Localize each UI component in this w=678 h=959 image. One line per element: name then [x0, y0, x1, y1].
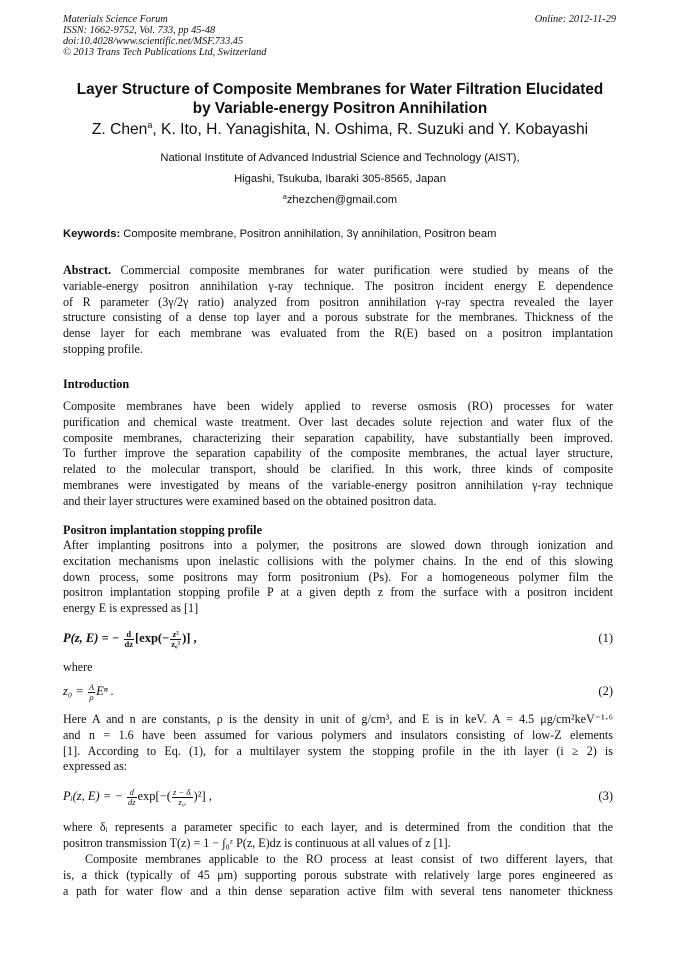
title-line-2: by Variable-energy Positron Annihilation — [192, 100, 488, 117]
where-label: where — [63, 660, 93, 674]
affiliation-line-1: National Institute of Advanced Industrial Science and Technology (AIST), — [160, 152, 520, 164]
profile-line: excitation mechanisms upon inelastic collisions with the polymer chains. In the end of this slowing — [63, 553, 613, 568]
first-author: Z. Chen — [91, 121, 148, 138]
eq3-derivative: $\frac{d}{dz}$ — [127, 786, 136, 807]
constants-line: expressed as: — [63, 759, 128, 774]
delta-paragraph — [63, 820, 613, 852]
equation-3: Pᵢ(z, E) = − $\frac{d}{dz}$ exp[−( $\frac{\text{z − δᵢ}}{\text{z₀ᵢ}}$ )²] , (3) — [63, 786, 613, 807]
affiliation-line-2: Higashi, Tsukuba, Ibaraki 305-8565, Japan — [234, 173, 446, 185]
composite-line: a path for water flow and a thin dense separation active film with several tens nanometer thickness — [63, 883, 613, 898]
author-list — [40, 121, 640, 139]
doi-line: doi:10.4028/www.scientific.net/MSF.733.45 — [63, 36, 244, 47]
intro-line: Composite membranes have been widely applied to reverse osmosis (RO) processes for water — [63, 399, 613, 413]
intro-line: membranes were investigated by means of the variable-energy positron annihilation γ-ray technique — [63, 477, 613, 492]
introduction-paragraph — [63, 399, 613, 510]
journal-name: Materials Science Forum — [63, 14, 168, 25]
equation-number-1: (1) — [598, 631, 613, 645]
eq1-lhs: P(z, E) = − — [63, 631, 120, 645]
online-date: Online: 2012-11-29 — [534, 14, 616, 25]
intro-line: related to the molecular transport, should be clarified. In this work, three kinds of composite — [63, 462, 613, 477]
constants-line: Here A and n are constants, ρ is the density in unit of g/cm³, and E is in keV. A = 4.5 μg/cm²keV⁻¹·⁶ — [63, 712, 613, 726]
abstract-line: Abstract. Commercial composite membranes for water purification were studied by means of the — [63, 263, 613, 277]
constants-line: and n = 1.6 have been assumed for various polymers and insulators consisting of low-Z elements — [63, 727, 613, 742]
keywords-text: Composite membrane, Positron annihilation, 3γ annihilation, Positron beam — [120, 228, 497, 240]
journal-header — [63, 14, 266, 58]
equation-2: z₀ = $\frac{A}{\rho}$ Eⁿ . (2) — [63, 681, 613, 702]
author-affil-marker: a — [147, 120, 153, 130]
composite-line: Composite membranes applicable to the RO process at least consist of two different layers, that — [85, 852, 613, 866]
composite-paragraph — [63, 852, 613, 899]
other-authors: , K. Ito, H. Yanagishita, N. Oshima, R. Suzuki and Y. Kobayashi — [152, 121, 589, 138]
abstract — [63, 263, 613, 358]
eq2-fraction: $\frac{A}{\rho}$ — [88, 681, 95, 702]
profile-line: After implanting positrons into a polymer, the positrons are slowed down through ionization and — [63, 538, 613, 552]
equation-number-3: (3) — [598, 789, 613, 803]
stopping-profile-paragraph — [63, 538, 613, 617]
email-marker: a — [282, 194, 287, 201]
abstract-line: variable-energy positron annihilation γ-ray technique. The positron incident energy E dependence — [63, 278, 613, 293]
stopping-profile-heading: Positron implantation stopping profile — [63, 523, 262, 537]
title-line-1: Layer Structure of Composite Membranes for Water Filtration Elucidated — [76, 81, 604, 98]
abstract-label: Abstract. — [63, 263, 112, 277]
eq1-inner-fraction: $\frac{\text{z²}}{\text{z₀²}}$ — [171, 628, 181, 649]
paper-title — [50, 80, 630, 118]
email-address[interactable]: zhezchen@gmail.com — [286, 194, 398, 206]
eq1-derivative: $\frac{d}{dz}$ — [124, 628, 133, 649]
profile-line: energy E is expressed as [1] — [63, 601, 199, 616]
keywords-label: Keywords: — [63, 228, 121, 240]
eq3-inner-fraction: $\frac{\text{z − δᵢ}}{\text{z₀ᵢ}}$ — [172, 786, 192, 807]
intro-line: To further improve the separation capability of the composite membranes, the actual layer structure, — [63, 446, 613, 461]
intro-line: and their layer structures were examined based on the obtained positron data. — [63, 493, 437, 508]
delta-line: positron transmission T(z) = 1 − ∫₀ᶻ P(z, E)dz is continuous at all values of z [1]. — [63, 835, 451, 850]
affiliation-email — [50, 193, 630, 207]
copyright-line: © 2013 Trans Tech Publications Ltd, Switzerland — [63, 47, 267, 58]
profile-line: positron implantation stopping profile P at a given depth z from the surface with a positron incident — [63, 585, 613, 600]
abstract-line: dense layer for each membrane was evaluated from the R(E) based on a positron implantation — [63, 326, 613, 341]
introduction-heading: Introduction — [63, 377, 130, 391]
constants-line: [1]. According to Eq. (1), for a multilayer system the stopping profile in the ith layer (i ≥ 2) is — [63, 743, 613, 758]
profile-line: down process, some positrons may form positronium (Ps). For a homogeneous polymer film the — [63, 569, 613, 584]
equation-number-2: (2) — [598, 684, 613, 698]
abstract-line: of R parameter (3γ/2γ ratio) analyzed from positron annihilation γ-ray spectra revealed the layer — [63, 294, 613, 309]
constants-paragraph — [63, 712, 613, 775]
composite-line: is, a thick (typically of 45 μm) supporting porous substrate with relatively large pores engineered as — [63, 867, 613, 882]
equation-1: P(z, E) = − $\frac{d}{dz}$ [exp(− $\frac{\text{z²}}{\text{z₀²}}$ )] , (1) — [63, 628, 613, 649]
intro-line: composite membranes, characterizing their separation capability, have substantially been improved. — [63, 430, 613, 445]
delta-line: where δᵢ represents a parameter specific to each layer, and is determined from the condition that the — [63, 820, 613, 834]
abstract-line: stopping profile. — [63, 341, 143, 356]
intro-line: purification and chemical waste treatment. Over last decades solute rejection and water flux of the — [63, 414, 613, 429]
abstract-line: structure consisting of a dense top layer and a porous substrate for the membranes. Thickness of the — [63, 310, 613, 325]
keywords — [63, 227, 496, 241]
issn-line: ISSN: 1662-9752, Vol. 733, pp 45-48 — [63, 25, 216, 36]
